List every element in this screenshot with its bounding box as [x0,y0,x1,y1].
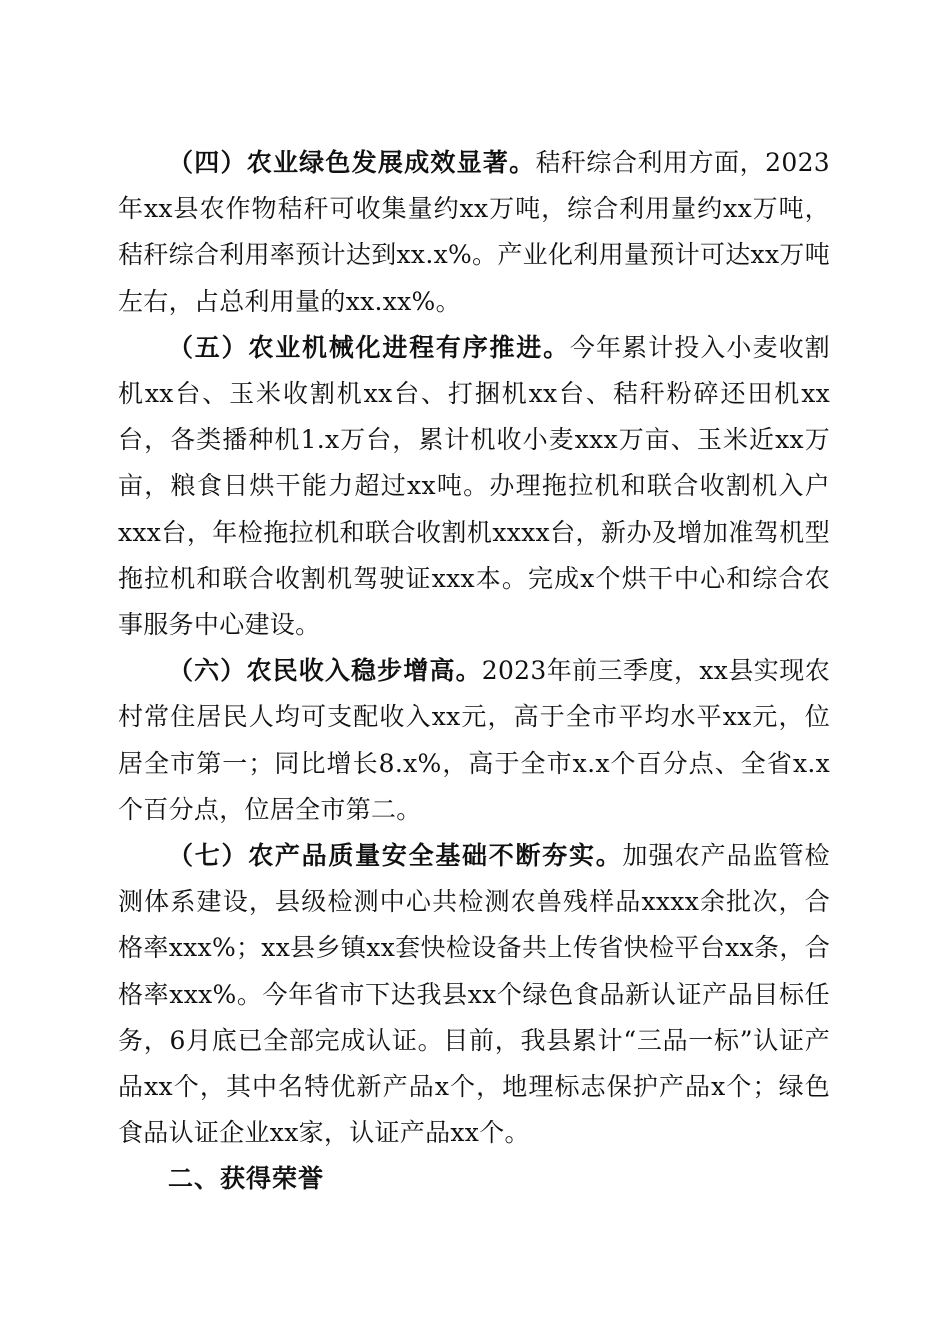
paragraph-product-quality [118,833,830,1156]
document-page [118,140,830,1203]
paragraph-lead: （六）农民收入稳步增高。 [168,656,482,686]
paragraph-body: 今年累计投入小麦收割机xx台、玉米收割机xx台、打捆机xx台、秸秆粉碎还田机xx台，各类播种机1.x万台，累计机收小麦xxx万亩、玉米近xx万亩，粮食日烘干能力超过xx吨。办理拖拉机和联合收割机入户xxx台，年检拖拉机和联合收割机xxxx台，新办及增加准驾机型拖拉机和联合收割机驾驶证xxx本。完成x个烘干中心和综合农事服务中心建设。 [118,332,830,640]
paragraph-green-development [118,140,830,325]
paragraph-farmer-income [118,648,830,833]
paragraph-lead: （五）农业机械化进程有序推进。 [168,332,570,362]
paragraph-body: 秸秆综合利用方面，2023年xx县农作物秸秆可收集量约xx万吨，综合利用量约xx万吨，秸秆综合利用率预计达到xx.x%。产业化利用量预计可达xx万吨左右，占总利用量的xx.xx%。 [118,148,830,316]
paragraph-lead: （七）农产品质量安全基础不断夯实。 [168,841,623,871]
section-heading: 二、获得荣誉 [168,1164,325,1194]
paragraph-body: 2023年前三季度，xx县实现农村常住居民人均可支配收入xx元，高于全市平均水平xx元，位居全市第一；同比增长8.x%，高于全市x.x个百分点、全省x.x个百分点，位居全市第二。 [118,656,830,824]
paragraph-body: 加强农产品监管检测体系建设，县级检测中心共检测农兽残样品xxxx余批次，合格率xxx%；xx县乡镇xx套快检设备共上传省快检平台xx条，合格率xxx%。今年省市下达我县xx个绿色食品新认证产品目标任务，6月底已全部完成认证。目前，我县累计“三品一标”认证产品xx个，其中名特优新产品x个，地理标志保护产品x个；绿色食品认证企业xx家，认证产品xx个。 [118,841,830,1148]
paragraph-mechanization [118,325,830,648]
paragraph-lead: （四）农业绿色发展成效显著。 [168,148,536,177]
